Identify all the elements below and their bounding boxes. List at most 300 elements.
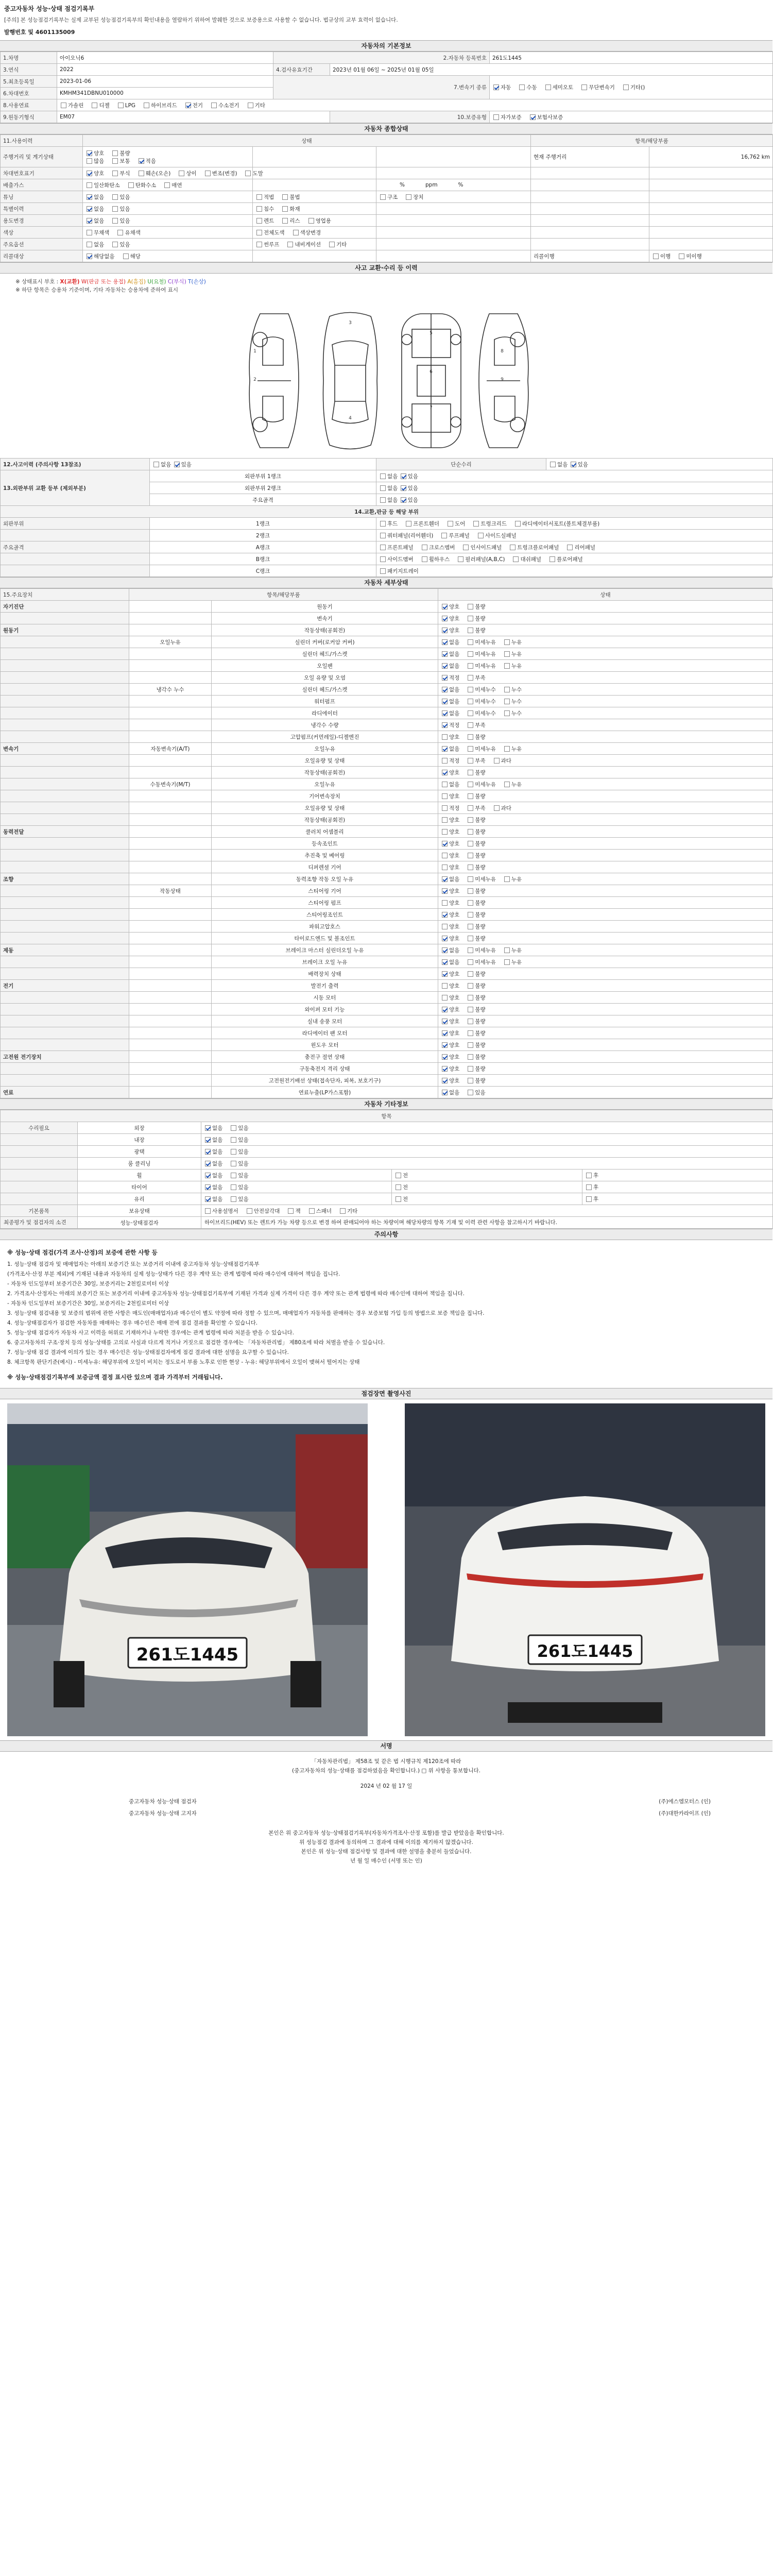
- detail-4-1-checkbox[interactable]: [468, 651, 473, 657]
- detail-2-0-checkbox[interactable]: [442, 628, 448, 633]
- total-6-a-1-checkbox[interactable]: [117, 230, 123, 235]
- detail-state: [438, 684, 773, 696]
- repair-1-b-option: [230, 1136, 248, 1144]
- detail-12-1-checkbox[interactable]: [468, 746, 473, 752]
- detail-state: [438, 790, 773, 802]
- detail-29-0-checkbox[interactable]: [442, 947, 448, 953]
- total-1-a-1-checkbox[interactable]: [112, 171, 118, 176]
- detail-23-0-checkbox[interactable]: [442, 876, 448, 882]
- detail-state: [438, 672, 773, 684]
- total-2-a-2-label: 매연: [171, 182, 182, 189]
- basic-item-0-checkbox[interactable]: [205, 1208, 211, 1214]
- detail-25-1-checkbox[interactable]: [468, 900, 473, 906]
- detail-24-1-checkbox[interactable]: [468, 888, 473, 894]
- wheel-0-b-checkbox[interactable]: [231, 1173, 236, 1178]
- transmission-1-checkbox[interactable]: [519, 84, 525, 90]
- total-0-a-0-checkbox[interactable]: [87, 150, 92, 156]
- fuel-1-checkbox[interactable]: [92, 103, 97, 108]
- detail-13-2-checkbox[interactable]: [494, 758, 500, 764]
- wheel-2-r-checkbox[interactable]: [586, 1196, 592, 1202]
- detail-group: [1, 1063, 129, 1075]
- total-2-a-1-checkbox[interactable]: [128, 182, 134, 188]
- part-2-3-option: [509, 544, 559, 551]
- detail-38-0-checkbox[interactable]: [442, 1054, 448, 1060]
- warranty-1-checkbox[interactable]: [530, 114, 536, 120]
- part-2-3-checkbox[interactable]: [510, 545, 516, 550]
- transmission-0-checkbox[interactable]: [493, 84, 499, 90]
- total-8-e-1-checkbox[interactable]: [679, 253, 684, 259]
- transmission-4-checkbox[interactable]: [623, 84, 629, 90]
- detail-24-0-checkbox[interactable]: [442, 888, 448, 894]
- detail-25-0-checkbox[interactable]: [442, 900, 448, 906]
- detail-20-1-checkbox[interactable]: [468, 841, 473, 846]
- detail-1-1-checkbox[interactable]: [468, 616, 473, 621]
- detail-24-1-option: [467, 887, 485, 895]
- wheel-1-a-checkbox[interactable]: [205, 1184, 211, 1190]
- part-0-2-checkbox[interactable]: [448, 521, 453, 527]
- detail-30-2-checkbox[interactable]: [504, 959, 510, 965]
- total-3-a-0-checkbox[interactable]: [87, 194, 92, 200]
- total-3-a-1-checkbox[interactable]: [112, 194, 118, 200]
- total-2-a-2-checkbox[interactable]: [164, 182, 170, 188]
- detail-36-1-checkbox[interactable]: [468, 1030, 473, 1036]
- detail-13-0-checkbox[interactable]: [442, 758, 448, 764]
- detail-19-0-checkbox[interactable]: [442, 829, 448, 835]
- detail-0-0-checkbox[interactable]: [442, 604, 448, 609]
- detail-33-0-checkbox[interactable]: [442, 995, 448, 1001]
- total-row-label: 용도변경: [1, 215, 83, 227]
- accident-yes-checkbox[interactable]: [174, 462, 180, 467]
- legend-damage: T(손상): [188, 279, 206, 285]
- part-2-2-checkbox[interactable]: [463, 545, 469, 550]
- receive-line-1: 본인은 위 중고자동차 성능·상태점검기록부(자동차가격조사·산정 포함)를 발급 받았음을 확인합니다.: [268, 1830, 504, 1836]
- warranty-0-checkbox[interactable]: [493, 114, 499, 120]
- part-3-2-checkbox[interactable]: [458, 556, 463, 562]
- detail-7-2-checkbox[interactable]: [504, 687, 510, 692]
- detail-6-1-checkbox[interactable]: [468, 675, 473, 681]
- repair-item: 룸 클리닝: [78, 1158, 201, 1170]
- detail-35-1-option: [467, 1018, 485, 1025]
- detail-14-1-checkbox[interactable]: [468, 770, 473, 775]
- detail-37-1-checkbox[interactable]: [468, 1042, 473, 1048]
- total-7-a-1-checkbox[interactable]: [112, 242, 118, 247]
- total-3-d-1-label: 장치: [413, 194, 424, 200]
- detail-33-1-checkbox[interactable]: [468, 995, 473, 1001]
- detail-26-1-checkbox[interactable]: [468, 912, 473, 918]
- total-8-e-0-checkbox[interactable]: [653, 253, 659, 259]
- detail-3-2-checkbox[interactable]: [504, 639, 510, 645]
- detail-11-1-checkbox[interactable]: [468, 734, 473, 740]
- detail-state: [438, 719, 773, 731]
- detail-22-1-checkbox[interactable]: [468, 865, 473, 870]
- detail-41-0-checkbox[interactable]: [442, 1090, 448, 1095]
- total-0-b-1-label: 보통: [119, 158, 130, 164]
- detail-9-1-checkbox[interactable]: [468, 710, 473, 716]
- wheel-1-f-checkbox[interactable]: [396, 1184, 401, 1190]
- basic-item-ext-checkbox[interactable]: [340, 1208, 346, 1214]
- detail-15-2-option: [503, 781, 522, 788]
- detail-8-2-checkbox[interactable]: [504, 699, 510, 704]
- detail-19-1-label: 불량: [475, 828, 486, 835]
- part-3-3-checkbox[interactable]: [513, 556, 519, 562]
- fuel-0-checkbox[interactable]: [61, 103, 66, 108]
- total-4-a-1-checkbox[interactable]: [112, 206, 118, 212]
- detail-17-2-checkbox[interactable]: [494, 805, 500, 811]
- total-1-a-3-checkbox[interactable]: [179, 171, 184, 176]
- parts-items: [376, 565, 773, 577]
- detail-6-0-checkbox[interactable]: [442, 675, 448, 681]
- total-5-c-2-checkbox[interactable]: [308, 218, 314, 224]
- total-3-c-0-checkbox[interactable]: [256, 194, 262, 200]
- detail-35-1-checkbox[interactable]: [468, 1019, 473, 1024]
- total-3-d-1-checkbox[interactable]: [406, 194, 411, 200]
- repair-2-a-checkbox[interactable]: [205, 1149, 211, 1155]
- detail-row: [1, 1004, 773, 1015]
- detail-9-2-option: [503, 709, 522, 717]
- detail-28-0-checkbox[interactable]: [442, 936, 448, 941]
- detail-11-0-checkbox[interactable]: [442, 734, 448, 740]
- detail-group: [1, 802, 129, 814]
- total-5-c-0-checkbox[interactable]: [256, 218, 262, 224]
- part-3-1-checkbox[interactable]: [422, 556, 427, 562]
- total-8-e-0-label: 이행: [660, 253, 671, 260]
- total-1-a-5-option: [244, 170, 263, 177]
- part-1-1-checkbox[interactable]: [441, 533, 447, 538]
- detail-37-0-checkbox[interactable]: [442, 1042, 448, 1048]
- detail-40-0-checkbox[interactable]: [442, 1078, 448, 1083]
- detail-8-1-checkbox[interactable]: [468, 699, 473, 704]
- detail-30-0-label: 없음: [449, 959, 460, 965]
- detail-31-1-checkbox[interactable]: [468, 971, 473, 977]
- total-6-c-1-checkbox[interactable]: [293, 230, 299, 235]
- fuel-3-checkbox[interactable]: [144, 103, 149, 108]
- rank1-yes-checkbox[interactable]: [401, 473, 406, 479]
- detail-item: 윈도우 모터: [212, 1039, 438, 1051]
- detail-26-0-checkbox[interactable]: [442, 912, 448, 918]
- detail-17-0-checkbox[interactable]: [442, 805, 448, 811]
- detail-39-0-checkbox[interactable]: [442, 1066, 448, 1072]
- basic-item-1-checkbox[interactable]: [247, 1208, 252, 1214]
- detail-10-0-checkbox[interactable]: [442, 722, 448, 728]
- detail-7-1-checkbox[interactable]: [468, 687, 473, 692]
- wheel-1-b-checkbox[interactable]: [231, 1184, 236, 1190]
- detail-4-1-label: 미세누유: [475, 651, 496, 657]
- parts-items: [376, 553, 773, 565]
- detail-19-1-checkbox[interactable]: [468, 829, 473, 835]
- detail-21-1-checkbox[interactable]: [468, 853, 473, 858]
- detail-36-0-checkbox[interactable]: [442, 1030, 448, 1036]
- detail-item: 변속기: [212, 613, 438, 624]
- accident-table: [0, 458, 773, 577]
- simple-yes-checkbox[interactable]: [571, 462, 576, 467]
- rank2-yes-checkbox[interactable]: [401, 485, 406, 491]
- fuel-2-option: [117, 103, 135, 109]
- detail-15-2-checkbox[interactable]: [504, 782, 510, 787]
- detail-12-2-checkbox[interactable]: [504, 746, 510, 752]
- detail-state: [438, 992, 773, 1004]
- basic-items-group: 기본품목: [1, 1205, 78, 1217]
- part-0-3-checkbox[interactable]: [473, 521, 479, 527]
- detail-35-0-checkbox[interactable]: [442, 1019, 448, 1024]
- detail-41-1-checkbox[interactable]: [468, 1090, 473, 1095]
- detail-11-1-option: [467, 733, 485, 741]
- repair-0-a-checkbox[interactable]: [205, 1125, 211, 1131]
- wheel-0-f-checkbox[interactable]: [396, 1173, 401, 1178]
- part-2-4-checkbox[interactable]: [567, 545, 573, 550]
- detail-16-0-checkbox[interactable]: [442, 793, 448, 799]
- detail-subgroup: [129, 1075, 212, 1087]
- detail-15-0-checkbox[interactable]: [442, 782, 448, 787]
- detail-5-0-checkbox[interactable]: [442, 663, 448, 669]
- detail-3-0-label: 없음: [449, 639, 460, 646]
- detail-31-0-label: 양호: [449, 971, 460, 977]
- fuel-0-option: [60, 101, 83, 109]
- simple-none-checkbox[interactable]: [550, 462, 556, 467]
- detail-17-1-option: [467, 804, 485, 812]
- rank2-yes-label: 있음: [407, 485, 418, 492]
- transmission-2-label: 세미오토: [552, 84, 574, 91]
- basic-item-2-checkbox[interactable]: [288, 1208, 294, 1214]
- detail-4-1-option: [467, 650, 496, 658]
- detail-12-0-checkbox[interactable]: [442, 746, 448, 752]
- total-3-c-1-checkbox[interactable]: [282, 194, 288, 200]
- total-0-b-2-checkbox[interactable]: [139, 158, 144, 164]
- detail-subgroup: [129, 707, 212, 719]
- repair-row: [1, 1122, 773, 1134]
- total-1-a-5-checkbox[interactable]: [245, 171, 251, 176]
- detail-3-1-checkbox[interactable]: [468, 639, 473, 645]
- main-yes-checkbox[interactable]: [401, 497, 406, 503]
- repair-2-b-checkbox[interactable]: [231, 1149, 236, 1155]
- detail-10-1-checkbox[interactable]: [468, 722, 473, 728]
- detail-38-1-checkbox[interactable]: [468, 1054, 473, 1060]
- detail-32-0-checkbox[interactable]: [442, 983, 448, 989]
- detail-1-0-checkbox[interactable]: [442, 616, 448, 621]
- detail-subgroup: [129, 814, 212, 826]
- parts-rank: B랭크: [150, 553, 376, 565]
- total-4-c-1-checkbox[interactable]: [282, 206, 288, 212]
- detail-row: [1, 601, 773, 613]
- detail-4-2-checkbox[interactable]: [504, 651, 510, 657]
- detail-22-0-checkbox[interactable]: [442, 865, 448, 870]
- total-4-c-0-checkbox[interactable]: [256, 206, 262, 212]
- total-0-b-1-checkbox[interactable]: [112, 158, 118, 164]
- detail-row: [1, 968, 773, 980]
- detail-34-1-checkbox[interactable]: [468, 1007, 473, 1012]
- detail-31-0-checkbox[interactable]: [442, 971, 448, 977]
- detail-24-0-option: [441, 887, 459, 895]
- rank1-options: [376, 470, 773, 482]
- detail-34-0-checkbox[interactable]: [442, 1007, 448, 1012]
- fuel-6-checkbox[interactable]: [248, 103, 253, 108]
- part-3-4-checkbox[interactable]: [549, 556, 555, 562]
- repair-0-b-checkbox[interactable]: [231, 1125, 236, 1131]
- detail-27-1-checkbox[interactable]: [468, 924, 473, 929]
- detail-18-0-checkbox[interactable]: [442, 817, 448, 823]
- part-0-0-checkbox[interactable]: [380, 521, 386, 527]
- rank2-none-checkbox[interactable]: [380, 485, 386, 491]
- detail-23-2-checkbox[interactable]: [504, 876, 510, 882]
- detail-2-1-checkbox[interactable]: [468, 628, 473, 633]
- total-5-a-0-checkbox[interactable]: [87, 218, 92, 224]
- accident-history-options: [150, 459, 376, 470]
- basic-item-3-label: 스패너: [316, 1208, 332, 1214]
- detail-item: 동력조향 작동 오일 누유: [212, 873, 438, 885]
- wheel-2-a-checkbox[interactable]: [205, 1196, 211, 1202]
- total-0-b-0-checkbox[interactable]: [87, 158, 92, 164]
- detail-state: [438, 648, 773, 660]
- wheel-2-b-checkbox[interactable]: [231, 1196, 236, 1202]
- detail-9-0-checkbox[interactable]: [442, 710, 448, 716]
- detail-27-0-checkbox[interactable]: [442, 924, 448, 929]
- detail-23-1-option: [467, 875, 496, 883]
- wheel-2-f-checkbox[interactable]: [396, 1196, 401, 1202]
- detail-40-1-checkbox[interactable]: [468, 1078, 473, 1083]
- detail-4-0-option: [441, 650, 459, 658]
- detail-0-0-label: 양호: [449, 603, 460, 610]
- accident-yes-label: 있음: [181, 461, 192, 468]
- basic-item-0-option: [204, 1207, 238, 1215]
- detail-23-1-checkbox[interactable]: [468, 876, 473, 882]
- total-0-a-1-checkbox[interactable]: [112, 150, 118, 156]
- total-2-a-1-option: [127, 181, 157, 189]
- repair-3-a-checkbox[interactable]: [205, 1161, 211, 1166]
- basic-item-3-checkbox[interactable]: [309, 1208, 315, 1214]
- total-6-c-0-checkbox[interactable]: [256, 230, 262, 235]
- detail-25-0-option: [441, 899, 459, 907]
- part-1-0-checkbox[interactable]: [380, 533, 386, 538]
- wheel-2-r-option: [585, 1195, 598, 1203]
- total-7-a-0-checkbox[interactable]: [87, 242, 92, 247]
- detail-17-0-option: [441, 804, 459, 812]
- transmission-3-checkbox[interactable]: [581, 84, 587, 90]
- wheel-group: [1, 1181, 78, 1193]
- wheel-0-a-checkbox[interactable]: [205, 1173, 211, 1178]
- fuel-options: [57, 99, 773, 111]
- total-7-c-2-checkbox[interactable]: [329, 242, 335, 247]
- detail-20-0-checkbox[interactable]: [442, 841, 448, 846]
- total-5-a-1-checkbox[interactable]: [112, 218, 118, 224]
- section-accident: 사고 교환·수리 등 이력: [0, 262, 772, 274]
- repair-1-a-label: 없음: [212, 1137, 223, 1143]
- detail-30-1-checkbox[interactable]: [468, 959, 473, 965]
- repair-3-b-checkbox[interactable]: [231, 1161, 236, 1166]
- fuel-4-checkbox[interactable]: [185, 103, 191, 108]
- detail-28-1-checkbox[interactable]: [468, 936, 473, 941]
- total-8-a-1-checkbox[interactable]: [123, 253, 129, 259]
- detail-29-2-checkbox[interactable]: [504, 947, 510, 953]
- detail-7-0-checkbox[interactable]: [442, 687, 448, 692]
- fuel-5-checkbox[interactable]: [211, 103, 217, 108]
- wheel-0-r-checkbox[interactable]: [586, 1173, 592, 1178]
- total-1-a-0-checkbox[interactable]: [87, 171, 92, 176]
- total-1-a-4-checkbox[interactable]: [205, 171, 211, 176]
- rank1-none-checkbox[interactable]: [380, 473, 386, 479]
- part-1-1-option: [440, 532, 470, 539]
- detail-0-1-checkbox[interactable]: [468, 604, 473, 609]
- detail-13-1-checkbox[interactable]: [468, 758, 473, 764]
- total-6-a-0-checkbox[interactable]: [87, 230, 92, 235]
- part-4-0-label: 패키지트레이: [387, 568, 419, 574]
- detail-27-1-label: 불량: [475, 923, 486, 930]
- detail-3-0-checkbox[interactable]: [442, 639, 448, 645]
- total-1-a-2-checkbox[interactable]: [139, 171, 144, 176]
- detail-row: [1, 613, 773, 624]
- total-3-c-0-option: [255, 193, 274, 201]
- total-7-c-1-checkbox[interactable]: [287, 242, 293, 247]
- detail-15-1-checkbox[interactable]: [468, 782, 473, 787]
- detail-state: [438, 755, 773, 767]
- detail-5-1-checkbox[interactable]: [468, 663, 473, 669]
- detail-row: [1, 933, 773, 944]
- repair-0-a-option: [204, 1124, 222, 1132]
- total-2-a-0-checkbox[interactable]: [87, 182, 92, 188]
- total-5-c-1-checkbox[interactable]: [282, 218, 288, 224]
- detail-9-2-checkbox[interactable]: [504, 710, 510, 716]
- detail-2-0-label: 양호: [449, 627, 460, 634]
- detail-24-1-label: 불량: [475, 888, 486, 894]
- first-reg-label: 5.최초등록일: [1, 76, 57, 88]
- wheel-1-r-checkbox[interactable]: [586, 1184, 592, 1190]
- detail-21-1-label: 불량: [475, 852, 486, 859]
- total-8-a-0-checkbox[interactable]: [87, 253, 92, 259]
- detail-group: 변속기: [1, 743, 129, 755]
- detail-subgroup: 자동변속기(A/T): [129, 743, 212, 755]
- repair-1-b-checkbox[interactable]: [231, 1137, 236, 1143]
- detail-21-0-checkbox[interactable]: [442, 853, 448, 858]
- detail-8-0-checkbox[interactable]: [442, 699, 448, 704]
- detail-10-1-label: 부족: [475, 722, 486, 728]
- total-3-d-0-checkbox[interactable]: [380, 194, 386, 200]
- detail-16-1-checkbox[interactable]: [468, 793, 473, 799]
- main-none-checkbox[interactable]: [380, 497, 386, 503]
- detail-item: 브레이크 오일 누유: [212, 956, 438, 968]
- detail-subgroup: [129, 1015, 212, 1027]
- detail-30-0-checkbox[interactable]: [442, 959, 448, 965]
- detail-item: 등속조인트: [212, 838, 438, 850]
- total-7-c-0-checkbox[interactable]: [256, 242, 262, 247]
- detail-23-2-option: [503, 875, 522, 883]
- repair-1-a-checkbox[interactable]: [205, 1137, 211, 1143]
- accident-none-checkbox[interactable]: [153, 462, 159, 467]
- detail-14-0-checkbox[interactable]: [442, 770, 448, 775]
- detail-18-1-checkbox[interactable]: [468, 817, 473, 823]
- part-0-4-checkbox[interactable]: [515, 521, 521, 527]
- fuel-2-checkbox[interactable]: [118, 103, 124, 108]
- detail-36-1-label: 불량: [475, 1030, 486, 1037]
- detail-17-1-checkbox[interactable]: [468, 805, 473, 811]
- part-1-2-checkbox[interactable]: [478, 533, 484, 538]
- total-4-a-0-checkbox[interactable]: [87, 206, 92, 212]
- total-1-a-1-option: [111, 170, 130, 177]
- part-2-1-checkbox[interactable]: [422, 545, 427, 550]
- total-row-right-label: [531, 203, 649, 215]
- detail-item: 디퍼렌셜 기어: [212, 861, 438, 873]
- part-3-0-checkbox[interactable]: [380, 556, 386, 562]
- detail-32-1-checkbox[interactable]: [468, 983, 473, 989]
- transmission-2-checkbox[interactable]: [545, 84, 551, 90]
- part-2-0-checkbox[interactable]: [380, 545, 386, 550]
- detail-subgroup: [129, 719, 212, 731]
- inspection-photo-front: [7, 1403, 368, 1736]
- detail-29-1-checkbox[interactable]: [468, 947, 473, 953]
- detail-6-1-option: [467, 674, 485, 682]
- detail-5-2-checkbox[interactable]: [504, 663, 510, 669]
- part-4-0-checkbox[interactable]: [380, 568, 386, 574]
- detail-39-1-checkbox[interactable]: [468, 1066, 473, 1072]
- part-0-1-checkbox[interactable]: [406, 521, 411, 527]
- detail-4-0-checkbox[interactable]: [442, 651, 448, 657]
